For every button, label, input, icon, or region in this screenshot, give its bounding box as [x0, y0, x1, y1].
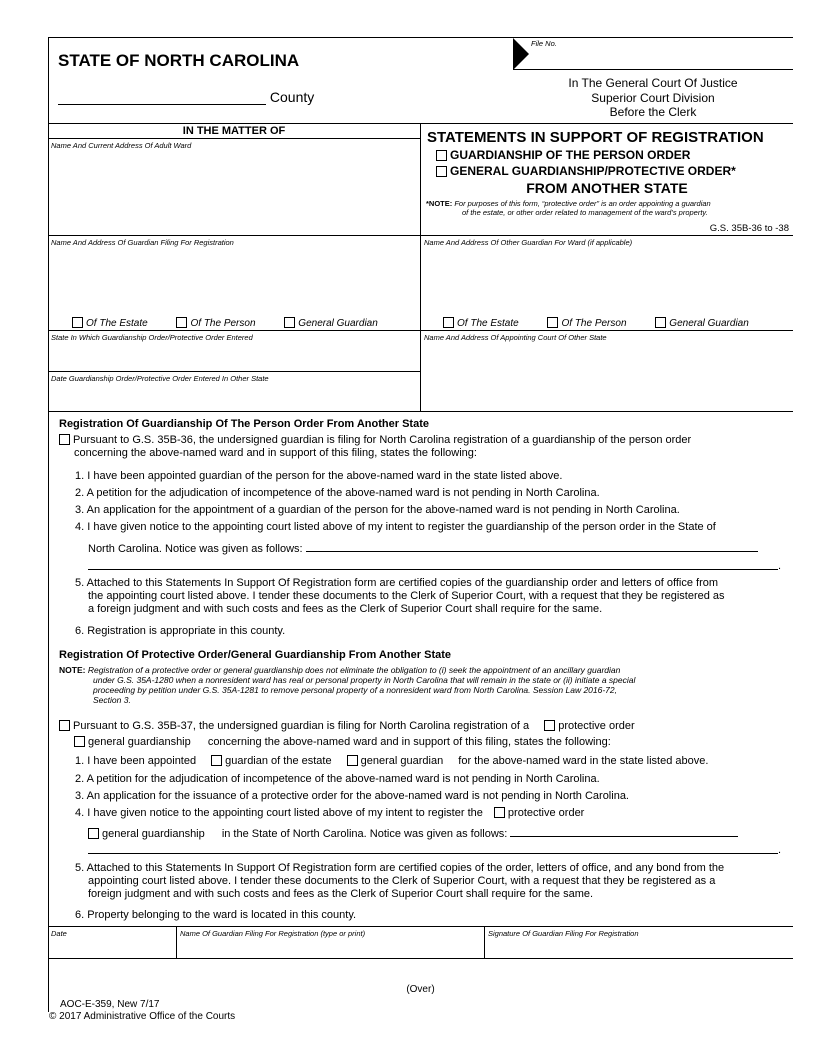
checkbox-right-general[interactable]: [655, 317, 666, 328]
state-title: STATE OF NORTH CAROLINA: [58, 51, 300, 70]
checkbox-right-person[interactable]: [547, 317, 558, 328]
option-protective-order[interactable]: GENERAL GUARDIANSHIP/PROTECTIVE ORDER*: [436, 164, 736, 178]
checkbox-s2-notice-protective[interactable]: [494, 807, 505, 818]
signature-label: Signature Of Guardian Filing For Registration: [488, 929, 639, 938]
checkbox-section1[interactable]: [59, 434, 70, 445]
appointing-court-label: Name And Address Of Appointing Court Of Other State: [424, 333, 607, 342]
section1-heading: Registration Of Guardianship Of The Person Order From Another State: [59, 418, 429, 430]
s2-item-3: 3. An application for the issuance of a protective order for the above-named ward is not pending in North Carolina.: [75, 790, 629, 802]
s1-notice-field[interactable]: [306, 540, 758, 552]
copyright: © 2017 Administrative Office of the Courts: [49, 1011, 236, 1022]
section1-items: [75, 470, 793, 560]
s2-general-guardian-option[interactable]: general guardian: [347, 755, 444, 767]
s2-notice-field-2[interactable]: [88, 853, 778, 854]
s2-protective-option[interactable]: protective order: [544, 720, 634, 732]
file-no-field[interactable]: [513, 69, 793, 70]
left-border: [48, 37, 49, 1012]
s1-item-2: 2. A petition for the adjudication of incompetence of the above-named ward is not pending in North Carolina.: [75, 487, 600, 499]
s2-item-4-cont: general guardianship in the State of North Carolina. Notice was given as follows:: [88, 825, 738, 841]
matter-heading: IN THE MATTER OF: [182, 125, 286, 137]
checkbox-person-order[interactable]: [436, 150, 447, 161]
section2-note: NOTE: Registration of a protective order or general guardianship does not eliminate the obligation to (i) seek the appointment of an ancillary guardian under G.S. 35A-1280 when a nonresident ward has real or personal property in North Carolina that will remain in the state or (ii) initiate a special proceeding by petition under G.S. 35A-1281 to remove personal property of a nonresident ward from North Carolina. Session Law 2016-72, Section 3.: [59, 665, 636, 705]
s1-item-1: 1. I have been appointed guardian of the person for the above-named ward in the state listed above.: [75, 470, 563, 482]
s2-notice-general-option[interactable]: general guardianship: [88, 828, 205, 840]
s2-item-2: 2. A petition for the adjudication of incompetence of the above-named ward is not pending in North Carolina.: [75, 773, 600, 785]
checkbox-s2-protective[interactable]: [544, 720, 555, 731]
checkbox-protective-order[interactable]: [436, 166, 447, 177]
ward-field[interactable]: [50, 152, 418, 234]
option-person-order[interactable]: GUARDIANSHIP OF THE PERSON ORDER: [436, 148, 690, 162]
guardian-types-left: [72, 317, 378, 329]
checkbox-s2-general-guardian[interactable]: [347, 755, 358, 766]
left-general-option[interactable]: General Guardian: [284, 318, 378, 329]
court-line-2: Superior Court Division: [591, 90, 715, 105]
file-no-marker: [513, 38, 529, 70]
section2-heading: Registration Of Protective Order/General Guardianship From Another State: [59, 649, 452, 661]
date-field[interactable]: [50, 940, 174, 957]
checkbox-s2-notice-general[interactable]: [88, 828, 99, 839]
over-label: (Over): [406, 984, 435, 995]
middle-divider: [420, 123, 421, 411]
s2-notice-field[interactable]: [510, 825, 738, 837]
from-another-state: FROM ANOTHER STATE: [526, 180, 688, 196]
guardian-name-field[interactable]: [178, 940, 482, 957]
s1-item-6: 6. Registration is appropriate in this county.: [75, 625, 286, 637]
statute-ref: G.S. 35B-36 to -38: [709, 223, 789, 234]
guardian-name-label: Name Of Guardian Filing For Registration (type or print): [180, 929, 366, 938]
checkbox-s2-estate[interactable]: [211, 755, 222, 766]
s1-item-4: 4. I have given notice to the appointing court listed above of my intent to register the guardianship of the person order in the State of: [75, 521, 716, 533]
s2-item-6: 6. Property belonging to the ward is located in this county.: [75, 909, 357, 921]
left-person-option[interactable]: Of The Person: [176, 318, 255, 329]
s1-item-5: 5. Attached to this Statements In Support Of Registration form are certified copies of the guardianship order and letters of office from the appointing court listed above. I tender these documents to the Clerk of Superior Court, with a request that they be registered as a foreign judgment and with such costs and fees as the Clerk of Superior Court shall require for the same.: [75, 577, 725, 615]
right-estate-option[interactable]: Of The Estate: [443, 318, 519, 329]
title-note: *NOTE: For purposes of this form, “protective order” is an order appointing a guardian of the estate, or other order related to management of the ward’s property.: [426, 199, 711, 217]
checkbox-s2-general[interactable]: [74, 736, 85, 747]
s1-notice-field-2[interactable]: [88, 569, 778, 570]
county-label: County: [269, 89, 315, 105]
s2-general-option[interactable]: general guardianship: [74, 736, 191, 748]
s1-item-4-cont: North Carolina. Notice was given as follows:: [88, 543, 303, 555]
guardian-label: Name And Address Of Guardian Filing For Registration: [51, 238, 234, 247]
s1-item-3: 3. An application for the appointment of a guardian of the person for the above-named ward is not pending in North Carolina.: [75, 504, 680, 516]
s2-estate-option[interactable]: guardian of the estate: [211, 755, 331, 767]
file-no-label: File No.: [531, 39, 557, 48]
checkbox-left-person[interactable]: [176, 317, 187, 328]
ward-label: Name And Current Address Of Adult Ward: [51, 141, 192, 150]
section2-intro-2: general guardianship concerning the above-named ward and in support of this filing, states the following:: [74, 736, 611, 749]
s2-item-1: 1. I have been appointed guardian of the estate general guardian for the above-named ward in the state listed above.: [75, 755, 709, 767]
section1-intro: Pursuant to G.S. 35B-36, the undersigned guardian is filing for North Carolina registration of a guardianship of the person order concerning the above-named ward and in support of this filing, states the following:: [59, 434, 794, 460]
form-title: STATEMENTS IN SUPPORT OF REGISTRATION: [427, 129, 764, 146]
court-line-1: In The General Court Of Justice: [568, 76, 738, 90]
s2-item-4: 4. I have given notice to the appointing court listed above of my intent to register the protective order: [75, 807, 585, 819]
court-line-3: Before the Clerk: [609, 105, 697, 119]
date-entered-label: Date Guardianship Order/Protective Order Entered In Other State: [51, 374, 269, 383]
left-estate-option[interactable]: Of The Estate: [72, 318, 148, 329]
s2-item-5: 5. Attached to this Statements In Support Of Registration form are certified copies of the order, letters of office, and any bond from the appointing court listed above. I tender these documents to the Clerk of Superior Court, with a request that they be registered as a foreign judgment and with such costs and fees as the Clerk of Superior Court shall require for the same.: [75, 862, 725, 900]
checkbox-section2[interactable]: [59, 720, 70, 731]
date-label: Date: [51, 929, 67, 938]
right-general-option[interactable]: General Guardian: [655, 318, 749, 329]
court-info: [513, 76, 793, 120]
checkbox-left-general[interactable]: [284, 317, 295, 328]
guardian-types-right: [443, 317, 749, 329]
county-field[interactable]: [58, 88, 314, 105]
checkbox-left-estate[interactable]: [72, 317, 83, 328]
section2-intro: Pursuant to G.S. 35B-37, the undersigned guardian is filing for North Carolina registration of a protective order: [59, 720, 635, 733]
form-number: AOC-E-359, New 7/17: [60, 999, 160, 1010]
state-entered-label: State In Which Guardianship Order/Protective Order Entered: [51, 333, 253, 342]
other-guardian-label: Name And Address Of Other Guardian For Ward (if applicable): [424, 238, 633, 247]
signature-field[interactable]: [486, 940, 791, 957]
s2-notice-protective-option[interactable]: protective order: [494, 807, 584, 819]
top-border: [48, 37, 793, 38]
right-person-option[interactable]: Of The Person: [547, 318, 626, 329]
checkbox-right-estate[interactable]: [443, 317, 454, 328]
